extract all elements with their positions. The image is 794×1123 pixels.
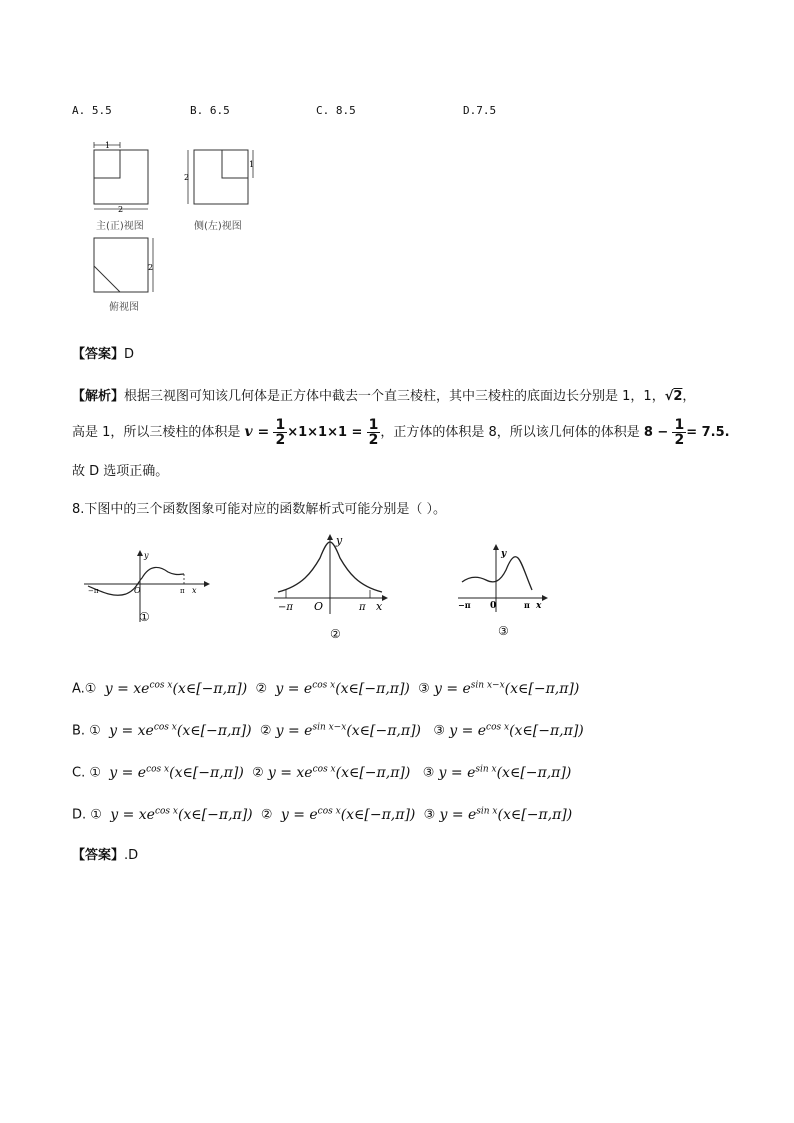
front-dim-bottom: 2	[118, 205, 124, 214]
graph-2-label: ②	[330, 627, 341, 641]
analysis-line-1	[72, 385, 695, 404]
analysis-text-2b: ，正方体的体积是 8，所以该几何体的体积是	[380, 425, 640, 440]
volume-var: v =	[244, 424, 270, 440]
answer-7	[72, 343, 134, 362]
analysis-text-2a: 高是 1，所以三棱柱的体积是	[72, 425, 241, 440]
q7-option-d: D.7.5	[463, 104, 497, 117]
analysis-line-2	[72, 418, 730, 447]
svg-text:−π: −π	[88, 587, 99, 595]
svg-text:−π: −π	[458, 600, 471, 610]
graph-2	[272, 532, 392, 616]
svg-text:π: π	[359, 602, 366, 613]
front-view-caption: 主(正)视图	[96, 221, 144, 232]
fraction-half-1: $\frac{1}{2}$	[275, 417, 286, 448]
svg-text:π: π	[524, 600, 530, 610]
q7-option-b: B. 6.5	[190, 104, 230, 117]
answer-8-value: .D	[124, 848, 139, 863]
sqrt-expression: √2	[664, 389, 683, 404]
top-view	[94, 238, 153, 292]
svg-text:O: O	[314, 600, 324, 613]
svg-text:−π: −π	[278, 602, 293, 613]
q7-option-c: C. 8.5	[316, 104, 356, 117]
volume-product: ×1×1×1 =	[287, 425, 363, 440]
svg-text:π: π	[180, 587, 185, 595]
answer-8	[72, 844, 138, 863]
q8-stem: 8.下图中的三个函数图象可能对应的函数解析式可能分别是（ ）。	[72, 502, 447, 517]
volume-result: = 7.5.	[686, 425, 730, 440]
eight-minus: 8 −	[643, 425, 669, 440]
svg-text:0: 0	[490, 601, 497, 611]
svg-text:O: O	[134, 586, 141, 595]
svg-text:y: y	[144, 551, 149, 560]
fraction-half-3: $\frac{1}{2}$	[674, 417, 685, 448]
side-view	[184, 150, 254, 204]
answer-value: D	[124, 347, 135, 362]
q8-option-a: A.① $y = xe^{cos x}(x\in[-\pi,\pi])$ ② $y = e^{cos x}(x\in[-\pi,\pi])$ ③ $y = e^{sin x-x}(x\in[-\pi,\pi])$	[72, 680, 580, 697]
q8-option-d: D. ① $y = xe^{cos x}(x\in[-\pi,\pi])$ ② $y = e^{cos x}(x\in[-\pi,\pi])$ ③ $y = e^{sin x}(x\in[-\pi,\pi])$	[72, 806, 573, 823]
side-dim-right: 1	[249, 160, 255, 169]
answer-8-label: 【答案】	[72, 848, 125, 863]
front-view	[94, 141, 148, 214]
analysis-label: 【解析】	[72, 389, 125, 404]
fraction-half-2: $\frac{1}{2}$	[368, 417, 379, 448]
svg-text:y: y	[501, 549, 507, 559]
top-dim-right: 2	[148, 263, 154, 272]
top-view-caption: 俯视图	[109, 302, 139, 313]
q7-option-a: A. 5.5	[72, 104, 112, 117]
svg-text:y: y	[336, 534, 343, 547]
analysis-line-3: 故 D 选项正确。	[72, 464, 169, 479]
graph-1-label: ①	[139, 610, 150, 624]
svg-text:x: x	[536, 601, 542, 611]
graph-3	[456, 542, 552, 614]
q8-option-b: B. ① $y = xe^{cos x}(x\in[-\pi,\pi])$ ② $y = e^{sin x-x}(x\in[-\pi,\pi])$ ③ $y = e^{cos x}(x\in[-\pi,\pi])$	[72, 722, 584, 739]
side-dim-left: 2	[184, 173, 190, 182]
answer-label: 【答案】	[72, 347, 125, 362]
front-dim-top: 1	[105, 141, 111, 150]
svg-text:x: x	[192, 586, 197, 595]
analysis-comma: ，	[682, 389, 696, 404]
sqrt-value: 2	[673, 389, 683, 404]
q8-option-c: C. ① $y = e^{cos x}(x\in[-\pi,\pi])$ ② $y = xe^{cos x}(x\in[-\pi,\pi])$ ③ $y = e^{sin x}(x\in[-\pi,\pi])$	[72, 764, 572, 781]
svg-text:x: x	[376, 600, 383, 613]
analysis-text-1: 根据三视图可知该几何体是正方体中截去一个直三棱柱，其中三棱柱的底面边长分别是 1，1，	[124, 389, 665, 404]
graph-3-label: ③	[498, 624, 509, 638]
side-view-caption: 侧(左)视图	[194, 221, 242, 232]
